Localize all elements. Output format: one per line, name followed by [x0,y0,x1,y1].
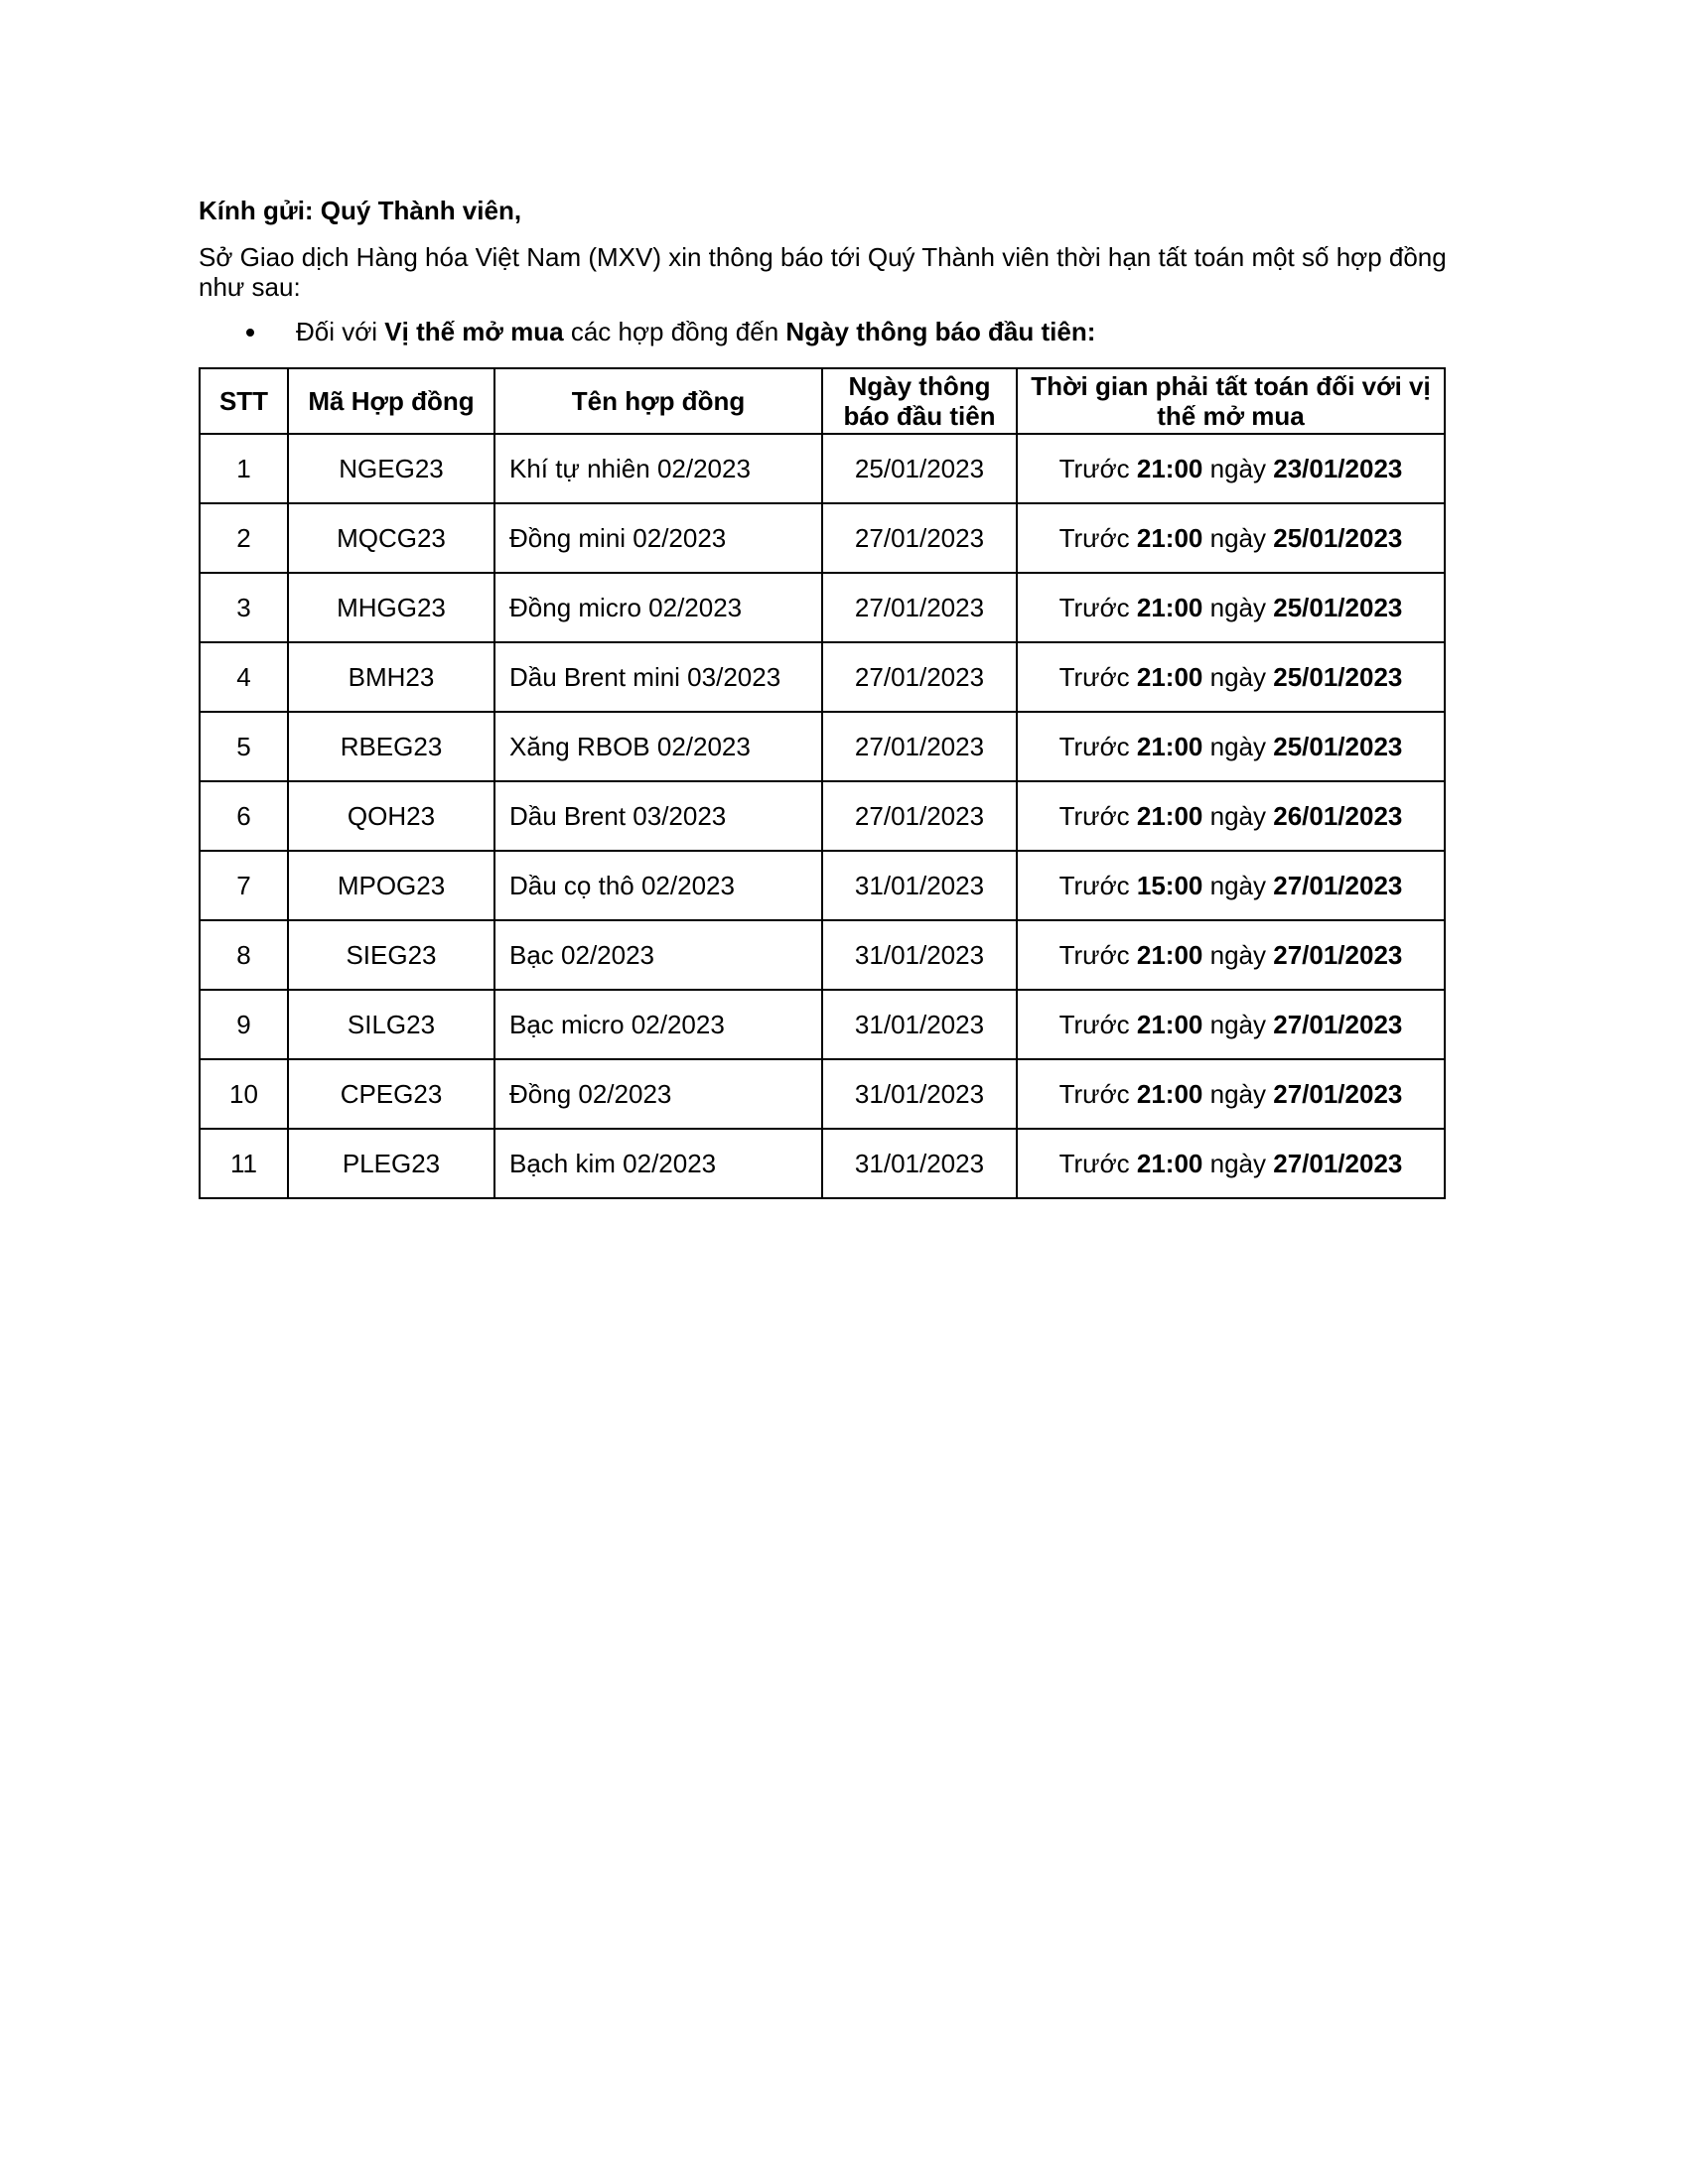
cell-closing-deadline [1017,434,1445,503]
cell-contract-code: MPOG23 [288,851,494,920]
deadline-date: 25/01/2023 [1273,661,1403,692]
header-closing-deadline: Thời gian phải tất toán đối với vị thế mở mua [1017,368,1445,434]
table-row [200,781,1445,851]
deadline-day-word: ngày [1209,1009,1266,1039]
table-row [200,503,1445,573]
table-row [200,642,1445,712]
cell-contract-name: Dầu cọ thô 02/2023 [494,851,822,920]
cell-first-notice-day: 31/01/2023 [822,1059,1017,1129]
cell-contract-name: Đồng mini 02/2023 [494,503,822,573]
header-stt: STT [200,368,288,434]
cell-closing-deadline [1017,920,1445,990]
cell-stt: 2 [200,503,288,573]
cell-closing-deadline [1017,851,1445,920]
deadline-time: 21:00 [1136,661,1203,692]
cell-first-notice-day: 27/01/2023 [822,642,1017,712]
deadline-time: 21:00 [1136,453,1203,483]
cell-stt: 1 [200,434,288,503]
deadline-date: 26/01/2023 [1273,800,1403,831]
cell-closing-deadline [1017,1059,1445,1129]
cell-contract-code: RBEG23 [288,712,494,781]
cell-contract-name: Xăng RBOB 02/2023 [494,712,822,781]
deadline-day-word: ngày [1209,522,1266,553]
cell-closing-deadline [1017,642,1445,712]
deadline-time: 21:00 [1136,1078,1203,1109]
deadline-day-word: ngày [1209,661,1266,692]
cell-stt: 10 [200,1059,288,1129]
deadline-time: 21:00 [1136,592,1203,622]
cell-contract-code: QOH23 [288,781,494,851]
cell-contract-name: Bạc 02/2023 [494,920,822,990]
bullet-prefix: Đối với [296,317,385,346]
table-body [200,434,1445,1198]
cell-contract-name: Đồng 02/2023 [494,1059,822,1129]
deadline-time: 21:00 [1136,731,1203,761]
table-header-row [200,368,1445,434]
bullet-bold-position: Vị thế mở mua [384,317,564,346]
deadline-before-word: Trước [1058,522,1130,553]
deadline-day-word: ngày [1209,800,1266,831]
deadline-before-word: Trước [1058,1148,1130,1178]
deadline-date: 25/01/2023 [1273,731,1403,761]
cell-stt: 11 [200,1129,288,1198]
cell-contract-name: Khí tự nhiên 02/2023 [494,434,822,503]
deadline-day-word: ngày [1209,453,1266,483]
cell-stt: 8 [200,920,288,990]
cell-contract-name: Đồng micro 02/2023 [494,573,822,642]
deadline-day-word: ngày [1209,1078,1266,1109]
cell-stt: 4 [200,642,288,712]
deadline-date: 27/01/2023 [1273,1078,1403,1109]
deadline-date: 25/01/2023 [1273,592,1403,622]
table-row [200,851,1445,920]
cell-first-notice-day: 31/01/2023 [822,920,1017,990]
deadline-date: 27/01/2023 [1273,1148,1403,1178]
cell-contract-code: MQCG23 [288,503,494,573]
deadline-time: 21:00 [1136,1009,1203,1039]
deadline-before-word: Trước [1058,1078,1130,1109]
cell-closing-deadline [1017,990,1445,1059]
deadline-time: 21:00 [1136,1148,1203,1178]
deadline-before-word: Trước [1058,731,1130,761]
cell-contract-name: Dầu Brent mini 03/2023 [494,642,822,712]
cell-closing-deadline [1017,781,1445,851]
intro-paragraph: Sở Giao dịch Hàng hóa Việt Nam (MXV) xin thông báo tới Quý Thành viên thời hạn tất toán một số hợp đồng như sau: [199,242,1447,302]
greeting: Kính gửi: Quý Thành viên, [199,196,522,225]
deadline-date: 23/01/2023 [1273,453,1403,483]
table-row [200,712,1445,781]
bullet-item [199,316,1489,347]
deadline-day-word: ngày [1209,731,1266,761]
letter-page [199,195,1489,1199]
deadline-time: 21:00 [1136,939,1203,970]
header-contract-name: Tên hợp đồng [494,368,822,434]
deadline-time: 21:00 [1136,800,1203,831]
table-row [200,1129,1445,1198]
deadline-day-word: ngày [1209,939,1266,970]
deadline-before-word: Trước [1058,939,1130,970]
deadline-time: 21:00 [1136,522,1203,553]
deadline-before-word: Trước [1058,1009,1130,1039]
cell-first-notice-day: 27/01/2023 [822,712,1017,781]
deadline-before-word: Trước [1058,870,1130,900]
deadline-date: 25/01/2023 [1273,522,1403,553]
cell-contract-name: Dầu Brent 03/2023 [494,781,822,851]
cell-contract-code: CPEG23 [288,1059,494,1129]
cell-first-notice-day: 27/01/2023 [822,573,1017,642]
table-row [200,990,1445,1059]
cell-stt: 5 [200,712,288,781]
cell-contract-code: BMH23 [288,642,494,712]
cell-first-notice-day: 31/01/2023 [822,1129,1017,1198]
deadline-before-word: Trước [1058,592,1130,622]
table-row [200,573,1445,642]
header-contract-code: Mã Hợp đồng [288,368,494,434]
deadline-before-word: Trước [1058,661,1130,692]
cell-first-notice-day: 31/01/2023 [822,851,1017,920]
cell-contract-code: MHGG23 [288,573,494,642]
cell-closing-deadline [1017,573,1445,642]
deadline-before-word: Trước [1058,453,1130,483]
cell-closing-deadline [1017,503,1445,573]
cell-first-notice-day: 31/01/2023 [822,990,1017,1059]
bullet-dot-icon [246,329,254,337]
contracts-table [199,367,1446,1199]
cell-first-notice-day: 25/01/2023 [822,434,1017,503]
cell-stt: 6 [200,781,288,851]
cell-first-notice-day: 27/01/2023 [822,781,1017,851]
header-first-notice-day: Ngày thông báo đầu tiên [822,368,1017,434]
deadline-date: 27/01/2023 [1273,1009,1403,1039]
deadline-day-word: ngày [1209,1148,1266,1178]
table-row [200,1059,1445,1129]
cell-contract-code: SIEG23 [288,920,494,990]
cell-stt: 3 [200,573,288,642]
cell-contract-code: PLEG23 [288,1129,494,1198]
cell-closing-deadline [1017,1129,1445,1198]
deadline-time: 15:00 [1136,870,1203,900]
deadline-date: 27/01/2023 [1273,939,1403,970]
cell-stt: 9 [200,990,288,1059]
cell-contract-code: NGEG23 [288,434,494,503]
cell-first-notice-day: 27/01/2023 [822,503,1017,573]
table-row [200,920,1445,990]
cell-closing-deadline [1017,712,1445,781]
deadline-before-word: Trước [1058,800,1130,831]
deadline-date: 27/01/2023 [1273,870,1403,900]
cell-contract-name: Bạc micro 02/2023 [494,990,822,1059]
cell-contract-name: Bạch kim 02/2023 [494,1129,822,1198]
bullet-bold-notice-day: Ngày thông báo đầu tiên: [785,317,1096,346]
table-row [200,434,1445,503]
bullet-middle: các hợp đồng đến [563,317,786,346]
cell-contract-code: SILG23 [288,990,494,1059]
deadline-day-word: ngày [1209,592,1266,622]
cell-stt: 7 [200,851,288,920]
deadline-day-word: ngày [1209,870,1266,900]
